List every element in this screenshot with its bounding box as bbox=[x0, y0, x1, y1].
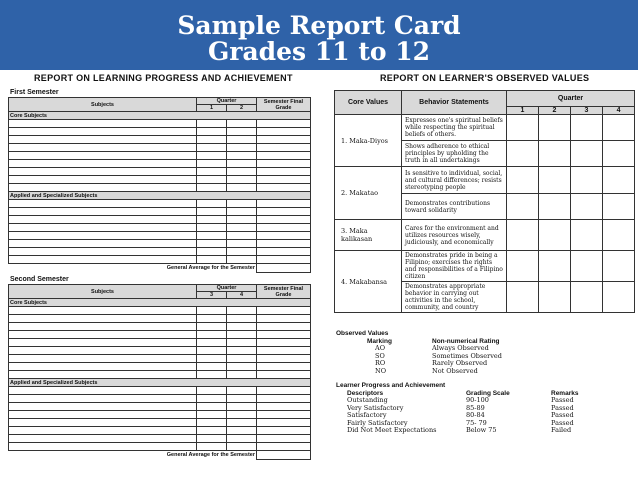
grade-cell[interactable] bbox=[257, 248, 311, 256]
grade-cell[interactable] bbox=[197, 224, 227, 232]
table-row bbox=[9, 307, 311, 315]
applied-subjects-band: Applied and Specialized Subjects bbox=[9, 192, 311, 200]
descriptor-text: Very Satisfactory bbox=[347, 403, 404, 412]
grade-cell[interactable] bbox=[9, 355, 197, 363]
grade-cell[interactable] bbox=[197, 307, 227, 315]
grade-cell[interactable] bbox=[197, 256, 227, 264]
grade-cell[interactable] bbox=[9, 144, 197, 152]
grade-cell[interactable] bbox=[197, 443, 227, 451]
table-row bbox=[9, 120, 311, 128]
grade-cell[interactable] bbox=[227, 200, 257, 208]
core-subjects-band: Core Subjects bbox=[9, 299, 311, 307]
grade-cell[interactable] bbox=[257, 419, 311, 427]
table-row bbox=[9, 184, 311, 192]
quarter-mark-cell[interactable] bbox=[507, 141, 539, 167]
behavior-statement: Expresses one's spiritual beliefs while respecting the spiritual beliefs of others. bbox=[402, 115, 507, 141]
table-row bbox=[9, 128, 311, 136]
grade-cell[interactable] bbox=[227, 387, 257, 395]
quarter-header: Quarter bbox=[197, 98, 257, 105]
grade-cell[interactable] bbox=[227, 208, 257, 216]
grade-cell[interactable] bbox=[197, 339, 227, 347]
marking-code: NO bbox=[375, 366, 387, 375]
subjects-header: Subjects bbox=[9, 285, 197, 299]
quarter-mark-cell[interactable] bbox=[571, 282, 603, 313]
grade-cell[interactable] bbox=[197, 184, 227, 192]
grade-cell[interactable] bbox=[9, 200, 197, 208]
grade-cell[interactable] bbox=[257, 363, 311, 371]
grade-cell[interactable] bbox=[197, 419, 227, 427]
grade-cell[interactable] bbox=[227, 443, 257, 451]
descriptor-text: Fairly Satisfactory bbox=[347, 418, 408, 427]
grade-cell[interactable] bbox=[257, 256, 311, 264]
marking-code: SO bbox=[375, 351, 385, 360]
grade-cell[interactable] bbox=[227, 419, 257, 427]
behavior-statement: Cares for the environment and utilizes resources wisely, judiciously, and economically bbox=[402, 220, 507, 251]
table-row bbox=[9, 152, 311, 160]
grade-cell[interactable] bbox=[9, 256, 197, 264]
grade-cell[interactable] bbox=[257, 339, 311, 347]
grade-cell[interactable] bbox=[227, 403, 257, 411]
banner-title: Sample Report Card bbox=[177, 11, 461, 40]
grade-cell[interactable] bbox=[257, 435, 311, 443]
grade-cell[interactable] bbox=[9, 411, 197, 419]
grade-cell[interactable] bbox=[257, 184, 311, 192]
grading-scale-text: 85-89 bbox=[466, 403, 485, 412]
rating-text: Sometimes Observed bbox=[432, 351, 502, 360]
quarter-4-header: 4 bbox=[603, 107, 635, 115]
grade-cell[interactable] bbox=[9, 323, 197, 331]
grade-cell[interactable] bbox=[257, 136, 311, 144]
table-row bbox=[9, 427, 311, 435]
grade-cell[interactable] bbox=[9, 315, 197, 323]
quarter-mark-cell[interactable] bbox=[539, 141, 571, 167]
grade-cell[interactable] bbox=[9, 307, 197, 315]
title-banner bbox=[0, 0, 638, 70]
grade-cell[interactable] bbox=[197, 248, 227, 256]
grading-scale-text: 75- 79 bbox=[466, 418, 487, 427]
grade-cell[interactable] bbox=[257, 331, 311, 339]
grade-cell[interactable] bbox=[227, 395, 257, 403]
grade-cell[interactable] bbox=[197, 168, 227, 176]
table-row bbox=[9, 403, 311, 411]
grade-cell[interactable] bbox=[257, 315, 311, 323]
grade-cell[interactable] bbox=[227, 136, 257, 144]
grade-cell[interactable] bbox=[197, 160, 227, 168]
quarter-1-header: 1 bbox=[197, 105, 227, 112]
grade-cell[interactable] bbox=[197, 120, 227, 128]
remarks-text: Passed bbox=[551, 396, 574, 404]
descriptors-header: Descriptors bbox=[347, 390, 384, 397]
quarter-mark-cell[interactable] bbox=[507, 194, 539, 220]
grade-cell[interactable] bbox=[9, 232, 197, 240]
table-row bbox=[9, 315, 311, 323]
general-average-cell[interactable] bbox=[257, 264, 311, 273]
grading-scale-header: Grading Scale bbox=[466, 390, 510, 397]
grade-cell[interactable] bbox=[257, 152, 311, 160]
grade-cell[interactable] bbox=[9, 160, 197, 168]
table-row bbox=[9, 395, 311, 403]
quarter-header: Quarter bbox=[197, 285, 257, 292]
table-row bbox=[9, 136, 311, 144]
grade-cell[interactable] bbox=[197, 216, 227, 224]
grade-cell[interactable] bbox=[197, 152, 227, 160]
marking-code: RO bbox=[375, 359, 386, 367]
quarter-mark-cell[interactable] bbox=[539, 282, 571, 313]
grading-scale-text: 90-100 bbox=[466, 396, 489, 404]
table-row bbox=[9, 347, 311, 355]
grade-cell[interactable] bbox=[9, 403, 197, 411]
table-row bbox=[9, 363, 311, 371]
table-row bbox=[335, 115, 635, 141]
behavior-statement: Is sensitive to individual, social, and cultural differences; resists stereotyping people bbox=[402, 167, 507, 194]
second-semester-table bbox=[8, 284, 311, 460]
grade-cell[interactable] bbox=[227, 307, 257, 315]
grade-cell[interactable] bbox=[9, 347, 197, 355]
grade-cell[interactable] bbox=[9, 136, 197, 144]
grade-cell[interactable] bbox=[197, 435, 227, 443]
behavior-statement: Demonstrates contributions toward solidarity bbox=[402, 194, 507, 220]
grade-cell[interactable] bbox=[197, 347, 227, 355]
grade-cell[interactable] bbox=[257, 355, 311, 363]
grade-cell[interactable] bbox=[257, 323, 311, 331]
observed-values-legend-title: Observed Values bbox=[336, 330, 389, 337]
grade-cell[interactable] bbox=[227, 315, 257, 323]
grade-cell[interactable] bbox=[257, 371, 311, 379]
descriptor-text: Outstanding bbox=[347, 396, 388, 404]
grade-cell[interactable] bbox=[9, 331, 197, 339]
grade-cell[interactable] bbox=[227, 168, 257, 176]
table-row bbox=[9, 240, 311, 248]
remarks-text: Passed bbox=[551, 418, 574, 427]
grade-cell[interactable] bbox=[197, 200, 227, 208]
grade-cell[interactable] bbox=[257, 208, 311, 216]
grade-cell[interactable] bbox=[227, 128, 257, 136]
grade-cell[interactable] bbox=[197, 371, 227, 379]
observed-values-table bbox=[334, 90, 635, 313]
core-value-cell: 2. Makatao bbox=[335, 167, 402, 220]
grade-cell[interactable] bbox=[197, 240, 227, 248]
quarter-mark-cell[interactable] bbox=[507, 115, 539, 141]
grade-cell[interactable] bbox=[227, 355, 257, 363]
grade-cell[interactable] bbox=[257, 120, 311, 128]
grade-cell[interactable] bbox=[257, 200, 311, 208]
applied-subjects-band: Applied and Specialized Subjects bbox=[9, 379, 311, 387]
observed-values-title: REPORT ON LEARNER'S OBSERVED VALUES bbox=[380, 73, 590, 83]
grade-cell[interactable] bbox=[9, 216, 197, 224]
grade-cell[interactable] bbox=[197, 208, 227, 216]
grade-cell[interactable] bbox=[197, 331, 227, 339]
grade-cell[interactable] bbox=[9, 339, 197, 347]
grade-cell[interactable] bbox=[257, 443, 311, 451]
behavior-statement: Demonstrates appropriate behavior in carrying out activities in the school, community, and country bbox=[402, 282, 507, 313]
grade-cell[interactable] bbox=[257, 128, 311, 136]
quarter-mark-cell[interactable] bbox=[603, 282, 635, 313]
quarter-mark-cell[interactable] bbox=[603, 167, 635, 194]
descriptor-text: Did Not Meet Expectations bbox=[347, 426, 437, 434]
grade-cell[interactable] bbox=[227, 411, 257, 419]
core-values-header: Core Values bbox=[335, 91, 402, 115]
quarter-mark-cell[interactable] bbox=[603, 194, 635, 220]
grade-cell[interactable] bbox=[197, 427, 227, 435]
grade-cell[interactable] bbox=[227, 363, 257, 371]
grade-cell[interactable] bbox=[257, 307, 311, 315]
grade-cell[interactable] bbox=[9, 128, 197, 136]
quarter-mark-cell[interactable] bbox=[539, 167, 571, 194]
grade-cell[interactable] bbox=[257, 168, 311, 176]
grade-cell[interactable] bbox=[227, 347, 257, 355]
grade-cell[interactable] bbox=[227, 120, 257, 128]
quarter-mark-cell[interactable] bbox=[507, 220, 539, 251]
rating-text: Not Observed bbox=[432, 366, 478, 375]
grade-cell[interactable] bbox=[227, 232, 257, 240]
quarter-4-header: 4 bbox=[227, 292, 257, 299]
banner-subtitle: Grades 11 to 12 bbox=[207, 37, 431, 66]
grade-cell[interactable] bbox=[197, 176, 227, 184]
table-row bbox=[9, 355, 311, 363]
grading-scale-text: 80-84 bbox=[466, 411, 485, 419]
table-row bbox=[335, 220, 635, 251]
quarter-header: Quarter bbox=[507, 91, 635, 107]
general-average-label: General Average for the Semester bbox=[166, 452, 255, 459]
behavior-statement: Shows adherence to ethical principles by upholding the truth in all undertakings bbox=[402, 141, 507, 167]
table-row bbox=[9, 216, 311, 224]
grade-cell[interactable] bbox=[9, 224, 197, 232]
table-row bbox=[9, 435, 311, 443]
quarter-mark-cell[interactable] bbox=[603, 251, 635, 282]
final-grade-header: Semester Final Grade bbox=[257, 98, 311, 112]
table-row bbox=[9, 160, 311, 168]
grading-scale-text: Below 75 bbox=[466, 426, 497, 434]
grade-cell[interactable] bbox=[9, 371, 197, 379]
grade-cell[interactable] bbox=[9, 363, 197, 371]
grade-cell[interactable] bbox=[227, 248, 257, 256]
grade-cell[interactable] bbox=[227, 339, 257, 347]
table-row bbox=[9, 331, 311, 339]
quarter-mark-cell[interactable] bbox=[571, 194, 603, 220]
grade-cell[interactable] bbox=[227, 435, 257, 443]
core-value-cell: 1. Maka-Diyos bbox=[335, 115, 402, 167]
table-row bbox=[9, 144, 311, 152]
table-row bbox=[335, 167, 635, 194]
first-semester-label: First Semester bbox=[10, 89, 59, 96]
core-subjects-band: Core Subjects bbox=[9, 112, 311, 120]
table-row bbox=[9, 232, 311, 240]
descriptor-text: Satisfactory bbox=[347, 411, 387, 419]
grade-cell[interactable] bbox=[227, 184, 257, 192]
quarter-mark-cell[interactable] bbox=[571, 220, 603, 251]
grade-cell[interactable] bbox=[9, 427, 197, 435]
table-row bbox=[9, 224, 311, 232]
remarks-text: Passed bbox=[551, 411, 574, 419]
grade-cell[interactable] bbox=[257, 160, 311, 168]
quarter-3-header: 3 bbox=[197, 292, 227, 299]
grade-cell[interactable] bbox=[257, 395, 311, 403]
grade-cell[interactable] bbox=[227, 240, 257, 248]
behavior-statement: Demonstrates pride in being a Filipino; exercises the rights and responsibilities of a Filipino citizen bbox=[402, 251, 507, 282]
rating-text: Always Observed bbox=[432, 344, 489, 352]
quarter-2-header: 2 bbox=[539, 107, 571, 115]
grade-cell[interactable] bbox=[257, 176, 311, 184]
grade-cell[interactable] bbox=[9, 176, 197, 184]
table-row bbox=[9, 176, 311, 184]
quarter-mark-cell[interactable] bbox=[539, 194, 571, 220]
grade-cell[interactable] bbox=[197, 136, 227, 144]
table-row bbox=[9, 387, 311, 395]
grade-cell[interactable] bbox=[9, 435, 197, 443]
grade-cell[interactable] bbox=[227, 152, 257, 160]
remarks-text: Failed bbox=[551, 426, 572, 434]
grade-cell[interactable] bbox=[257, 144, 311, 152]
grade-cell[interactable] bbox=[257, 347, 311, 355]
table-row bbox=[9, 323, 311, 331]
grade-cell[interactable] bbox=[257, 387, 311, 395]
grade-cell[interactable] bbox=[257, 232, 311, 240]
table-row bbox=[9, 443, 311, 451]
quarter-mark-cell[interactable] bbox=[539, 220, 571, 251]
grade-cell[interactable] bbox=[197, 387, 227, 395]
quarter-mark-cell[interactable] bbox=[507, 167, 539, 194]
rating-header: Non-numerical Rating bbox=[432, 338, 500, 345]
grade-cell[interactable] bbox=[227, 371, 257, 379]
quarter-mark-cell[interactable] bbox=[571, 251, 603, 282]
marking-header: Marking bbox=[367, 338, 392, 345]
grade-cell[interactable] bbox=[197, 144, 227, 152]
grade-cell[interactable] bbox=[257, 216, 311, 224]
grade-cell[interactable] bbox=[9, 240, 197, 248]
grade-cell[interactable] bbox=[227, 144, 257, 152]
grade-cell[interactable] bbox=[257, 427, 311, 435]
grade-cell[interactable] bbox=[257, 403, 311, 411]
grade-cell[interactable] bbox=[227, 331, 257, 339]
general-average-cell[interactable] bbox=[257, 451, 311, 460]
grade-cell[interactable] bbox=[227, 323, 257, 331]
quarter-2-header: 2 bbox=[227, 105, 257, 112]
quarter-mark-cell[interactable] bbox=[571, 167, 603, 194]
grade-cell[interactable] bbox=[257, 240, 311, 248]
quarter-mark-cell[interactable] bbox=[507, 282, 539, 313]
table-row bbox=[9, 248, 311, 256]
table-row bbox=[9, 411, 311, 419]
quarter-mark-cell[interactable] bbox=[571, 141, 603, 167]
grade-cell[interactable] bbox=[197, 363, 227, 371]
final-grade-header: Semester Final Grade bbox=[257, 285, 311, 299]
grade-cell[interactable] bbox=[227, 224, 257, 232]
quarter-mark-cell[interactable] bbox=[571, 115, 603, 141]
first-semester-table bbox=[8, 97, 311, 273]
table-row bbox=[9, 339, 311, 347]
remarks-text: Passed bbox=[551, 403, 574, 412]
grade-cell[interactable] bbox=[227, 256, 257, 264]
core-value-cell: 3. Maka kalikasan bbox=[335, 220, 402, 251]
grade-cell[interactable] bbox=[257, 224, 311, 232]
grade-cell[interactable] bbox=[197, 315, 227, 323]
grade-cell[interactable] bbox=[9, 152, 197, 160]
core-value-cell: 4. Makabansa bbox=[335, 251, 402, 313]
table-row bbox=[9, 168, 311, 176]
table-row bbox=[9, 419, 311, 427]
grade-cell[interactable] bbox=[9, 168, 197, 176]
quarter-mark-cell[interactable] bbox=[603, 220, 635, 251]
grade-cell[interactable] bbox=[9, 208, 197, 216]
quarter-mark-cell[interactable] bbox=[539, 251, 571, 282]
grade-cell[interactable] bbox=[227, 427, 257, 435]
quarter-3-header: 3 bbox=[571, 107, 603, 115]
grade-cell[interactable] bbox=[257, 411, 311, 419]
table-row bbox=[9, 256, 311, 264]
marking-code: AO bbox=[375, 344, 386, 352]
quarter-1-header: 1 bbox=[507, 107, 539, 115]
quarter-mark-cell[interactable] bbox=[603, 141, 635, 167]
general-average-label: General Average for the Semester bbox=[166, 265, 255, 272]
grade-cell[interactable] bbox=[227, 216, 257, 224]
grade-cell[interactable] bbox=[197, 323, 227, 331]
table-row bbox=[9, 371, 311, 379]
grade-cell[interactable] bbox=[197, 403, 227, 411]
grade-cell[interactable] bbox=[227, 176, 257, 184]
subjects-header: Subjects bbox=[9, 98, 197, 112]
quarter-mark-cell[interactable] bbox=[507, 251, 539, 282]
table-row bbox=[335, 251, 635, 282]
table-row bbox=[9, 200, 311, 208]
progress-legend-title: Learner Progress and Achievement bbox=[336, 382, 446, 389]
quarter-mark-cell[interactable] bbox=[539, 115, 571, 141]
learning-progress-title: REPORT ON LEARNING PROGRESS AND ACHIEVEMENT bbox=[34, 73, 293, 83]
grade-cell[interactable] bbox=[9, 184, 197, 192]
grade-cell[interactable] bbox=[9, 443, 197, 451]
grade-cell[interactable] bbox=[197, 411, 227, 419]
grade-cell[interactable] bbox=[9, 387, 197, 395]
grade-cell[interactable] bbox=[197, 232, 227, 240]
quarter-mark-cell[interactable] bbox=[603, 115, 635, 141]
grade-cell[interactable] bbox=[9, 419, 197, 427]
grade-cell[interactable] bbox=[9, 120, 197, 128]
table-row bbox=[9, 208, 311, 216]
grade-cell[interactable] bbox=[197, 128, 227, 136]
second-semester-label: Second Semester bbox=[10, 276, 69, 283]
grade-cell[interactable] bbox=[9, 395, 197, 403]
rating-text: Rarely Observed bbox=[432, 359, 488, 367]
grade-cell[interactable] bbox=[227, 160, 257, 168]
remarks-header: Remarks bbox=[551, 390, 579, 397]
grade-cell[interactable] bbox=[197, 395, 227, 403]
behavior-statements-header: Behavior Statements bbox=[402, 91, 507, 115]
grade-cell[interactable] bbox=[9, 248, 197, 256]
grade-cell[interactable] bbox=[197, 355, 227, 363]
